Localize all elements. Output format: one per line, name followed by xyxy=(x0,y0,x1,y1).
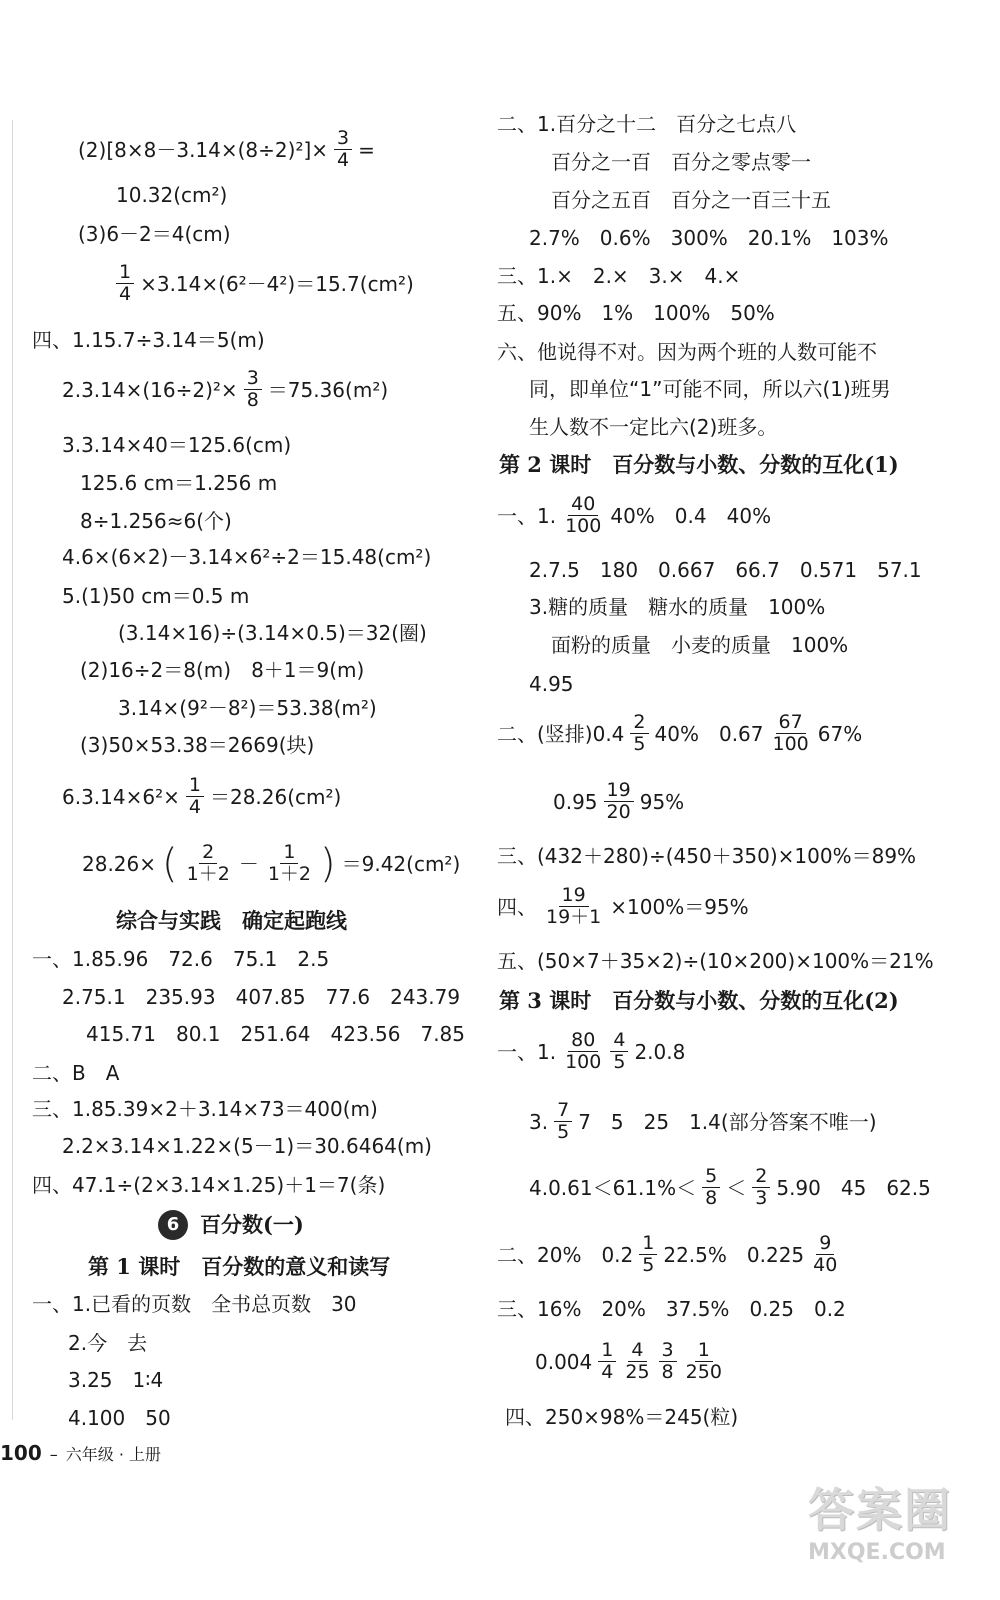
fraction: $\frac{3}{8}$ xyxy=(659,1340,677,1383)
answer-line: 4.100 50 xyxy=(68,1406,171,1430)
fraction: $\frac{1}{250}$ xyxy=(685,1339,722,1383)
answer-line: (3)6－2＝4(cm) xyxy=(78,222,231,246)
answer-line: 四、1.15.7÷3.14＝5(m) xyxy=(32,328,265,352)
answer-line: 二、B A xyxy=(32,1061,120,1085)
answer-line: 一、1.85.96 72.6 75.1 2.5 xyxy=(32,947,330,971)
fraction: $\frac{2}{3}$ xyxy=(752,1166,770,1209)
fraction: $\frac{1}{5}$ xyxy=(639,1233,657,1276)
answer-line: 三、(432＋280)÷(450＋350)×100%＝89% xyxy=(497,844,917,868)
right-paren: ) xyxy=(320,840,336,887)
fraction: $\frac{1}{1+2}$ xyxy=(267,841,311,885)
fraction: $\frac{80}{100}$ xyxy=(565,1029,602,1073)
answer-line xyxy=(553,780,684,823)
line-text: 0.95 xyxy=(553,789,598,814)
fraction: $\frac{7}{5}$ xyxy=(554,1100,572,1143)
unit-heading xyxy=(158,1210,304,1240)
answer-line: 3.3.14×40＝125.6(cm) xyxy=(62,433,292,457)
answer-line: 一、1.已看的页数 全书总页数 30 xyxy=(32,1292,357,1316)
fraction: $\frac{2}{1+2}$ xyxy=(186,841,230,885)
answer-line xyxy=(497,1233,840,1276)
fraction: $\frac{1}{4}$ xyxy=(116,262,134,305)
grade-label: 六年级 · 上册 xyxy=(65,1445,162,1464)
unit-title: 百分数(一) xyxy=(200,1212,304,1237)
watermark-url: MXQE.COM xyxy=(808,1540,946,1565)
line-text: 0.004 xyxy=(535,1349,593,1374)
line-text: 2.3.14×(16÷2)²× xyxy=(62,377,238,402)
line-text: ×3.14×(6²－4²)＝15.7(cm²) xyxy=(140,271,414,296)
lesson-title: 第 2 课时 百分数与小数、分数的互化(1) xyxy=(499,452,899,477)
page-number: 100 xyxy=(0,1441,42,1465)
left-paren: ( xyxy=(162,840,178,887)
answer-line xyxy=(529,1100,877,1143)
lesson-title: 第 3 课时 百分数与小数、分数的互化(2) xyxy=(499,988,899,1013)
line-text: 3. xyxy=(529,1109,549,1134)
fraction: $\frac{4}{25}$ xyxy=(625,1339,650,1383)
answer-line: 生人数不一定比六(2)班多。 xyxy=(529,415,778,439)
fraction: $\frac{19}{19+1}$ xyxy=(546,884,602,928)
line-text: 40% 0.4 40% xyxy=(610,503,772,528)
watermark-logo: 答案圈 xyxy=(808,1483,952,1537)
fraction: $\frac{9}{40}$ xyxy=(813,1232,838,1276)
answer-line xyxy=(497,1030,685,1073)
answer-line: 415.71 80.1 251.64 423.56 7.85 xyxy=(86,1022,466,1046)
answer-line: 3.14×(9²－8²)＝53.38(m²) xyxy=(118,696,377,720)
answer-line: 125.6 cm＝1.256 m xyxy=(80,471,278,495)
page-footer xyxy=(0,1442,161,1466)
line-text: 二、(竖排)0.4 xyxy=(497,721,625,746)
answer-line: 2.今 去 xyxy=(68,1331,148,1355)
answer-line xyxy=(62,775,341,818)
line-text: 7 5 25 1.4(部分答案不唯一) xyxy=(578,1109,877,1134)
fraction: $\frac{1}{4}$ xyxy=(186,775,204,818)
answer-line xyxy=(497,712,862,755)
answer-line: 3.糖的质量 糖水的质量 100% xyxy=(529,595,826,619)
unit-number-badge: 6 xyxy=(158,1210,188,1240)
line-text: 四、 xyxy=(497,894,537,919)
answer-line xyxy=(529,1166,931,1209)
answer-line: 同，即单位“1”可能不同，所以六(1)班男 xyxy=(529,377,891,401)
fraction: $\frac{4}{5}$ xyxy=(610,1030,628,1073)
line-text: 67% xyxy=(817,721,863,746)
answer-line: 二、1.百分之十二 百分之七点八 xyxy=(497,112,797,136)
line-text: ＝9.42(cm²) xyxy=(341,851,461,876)
line-text: 95% xyxy=(639,789,685,814)
line-text: 40% 0.67 xyxy=(654,721,764,746)
fraction: $\frac{67}{100}$ xyxy=(772,711,809,755)
line-text: = xyxy=(358,137,375,162)
watermark xyxy=(808,1482,978,1592)
line-text: 22.5% 0.225 xyxy=(663,1242,805,1267)
fraction: $\frac{40}{100}$ xyxy=(565,493,602,537)
answer-line: (2)16÷2＝8(m) 8＋1＝9(m) xyxy=(80,658,365,682)
left-margin-rule xyxy=(12,120,13,1420)
answer-line xyxy=(82,842,460,885)
answer-line: 2.7% 0.6% 300% 20.1% 103% xyxy=(529,226,889,250)
answer-line xyxy=(116,262,414,305)
line-text: 6.3.14×6²× xyxy=(62,784,180,809)
line-text: 2.0.8 xyxy=(634,1039,686,1064)
line-text: ×100%＝95% xyxy=(610,894,749,919)
answer-line: 5.(1)50 cm＝0.5 m xyxy=(62,584,250,608)
fraction: $\frac{3}{4}$ xyxy=(334,128,352,171)
fraction: $\frac{5}{8}$ xyxy=(702,1166,720,1209)
line-text: (2)[8×8－3.14×(8÷2)²]× xyxy=(78,137,329,162)
answer-line: 六、他说得不对。因为两个班的人数可能不 xyxy=(497,340,877,364)
answer-line: 三、16% 20% 37.5% 0.25 0.2 xyxy=(497,1297,846,1321)
section-title: 综合与实践 确定起跑线 xyxy=(116,908,347,933)
line-text: 5.90 45 62.5 xyxy=(776,1175,931,1200)
answer-line: 四、250×98%＝245(粒) xyxy=(505,1405,739,1429)
answer-line xyxy=(78,128,375,171)
answer-line: 2.7.5 180 0.667 66.7 0.571 57.1 xyxy=(529,558,922,582)
answer-line: 三、1.85.39×2＋3.14×73＝400(m) xyxy=(32,1097,378,1121)
footer-dash: – xyxy=(49,1445,58,1464)
fraction: $\frac{3}{8}$ xyxy=(244,368,262,411)
answer-line: 五、90% 1% 100% 50% xyxy=(497,301,775,325)
answer-line: 百分之五百 百分之一百三十五 xyxy=(551,188,831,212)
answer-line: 3.25 1∶4 xyxy=(68,1368,164,1392)
line-text: 一、1. xyxy=(497,503,557,528)
answer-line xyxy=(62,368,388,411)
answer-line xyxy=(497,885,749,928)
answer-line: 8÷1.256≈6(个) xyxy=(80,509,232,533)
answer-line: (3.14×16)÷(3.14×0.5)＝32(圈) xyxy=(118,621,427,645)
line-text: 4.0.61＜61.1%＜ xyxy=(529,1175,697,1200)
answer-line: 10.32(cm²) xyxy=(116,183,228,207)
answer-line: 三、1.× 2.× 3.× 4.× xyxy=(497,264,741,288)
answer-line: 2.2×3.14×1.22×(5－1)＝30.6464(m) xyxy=(62,1134,432,1158)
line-text: － xyxy=(238,851,259,876)
line-text: ＜ xyxy=(726,1175,747,1200)
lesson-title: 第 1 课时 百分数的意义和读写 xyxy=(88,1254,391,1279)
answer-line: (3)50×53.38＝2669(块) xyxy=(80,733,315,757)
line-text: ＝75.36(m²) xyxy=(267,377,389,402)
answer-line: 2.75.1 235.93 407.85 77.6 243.79 xyxy=(62,985,461,1009)
line-text: 一、1. xyxy=(497,1039,557,1064)
fraction: $\frac{1}{4}$ xyxy=(598,1340,616,1383)
answer-line: 4.95 xyxy=(529,672,574,696)
answer-line xyxy=(497,494,771,537)
line-text: 28.26× xyxy=(82,851,157,876)
line-text: 二、20% 0.2 xyxy=(497,1242,634,1267)
fraction: $\frac{19}{20}$ xyxy=(604,780,634,823)
answer-line xyxy=(535,1340,725,1383)
fraction: $\frac{2}{5}$ xyxy=(630,712,648,755)
line-text: ＝28.26(cm²) xyxy=(209,784,342,809)
answer-line: 百分之一百 百分之零点零一 xyxy=(551,150,811,174)
answer-line: 面粉的质量 小麦的质量 100% xyxy=(551,633,849,657)
answer-line: 4.6×(6×2)－3.14×6²÷2＝15.48(cm²) xyxy=(62,545,432,569)
answer-line: 四、47.1÷(2×3.14×1.25)＋1＝7(条) xyxy=(32,1173,386,1197)
answer-line: 五、(50×7＋35×2)÷(10×200)×100%＝21% xyxy=(497,949,934,973)
